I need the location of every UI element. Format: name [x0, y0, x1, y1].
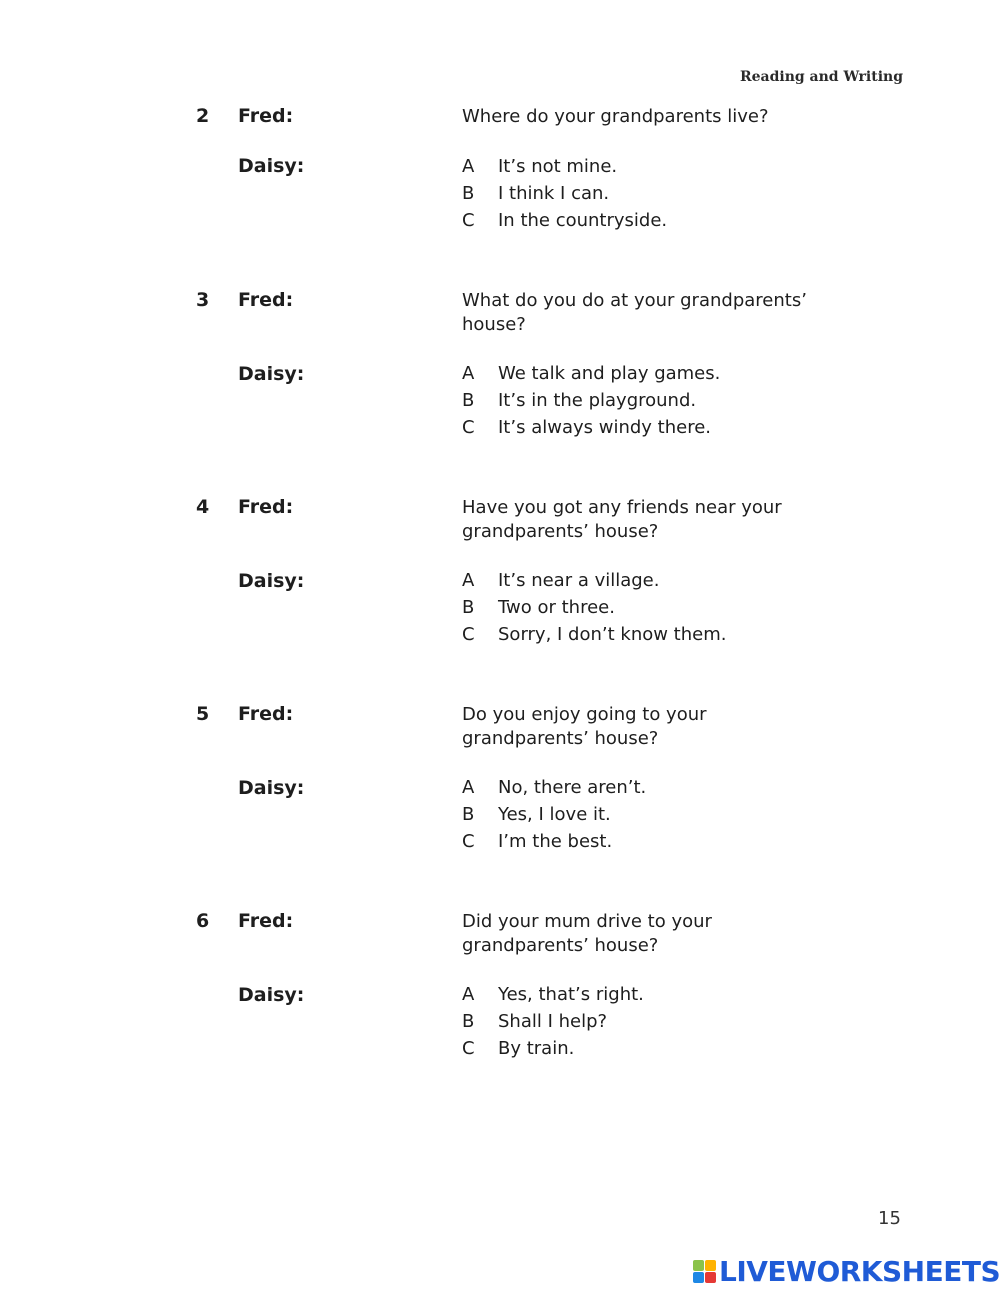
- option-text: It’s in the playground.: [498, 390, 697, 411]
- fred-question: What do you do at your grandparents’ house?: [462, 290, 807, 335]
- fred-label: Fred:: [238, 105, 294, 127]
- option-letter: A: [462, 156, 475, 177]
- question-number: 4: [196, 496, 210, 518]
- fred-label: Fred:: [238, 703, 294, 725]
- option-text: Yes, I love it.: [498, 804, 611, 825]
- fred-label: Fred:: [238, 289, 294, 311]
- question-number: 3: [196, 289, 210, 311]
- logo-text: LIVEWORKSHEETS: [719, 1254, 1000, 1288]
- daisy-label: Daisy:: [238, 984, 305, 1006]
- option-letter: A: [462, 570, 475, 591]
- daisy-label: Daisy:: [238, 570, 305, 592]
- daisy-label: Daisy:: [238, 155, 305, 177]
- logo-square-icon: [693, 1272, 704, 1283]
- option-letter: A: [462, 363, 475, 384]
- option-text: Two or three.: [498, 597, 615, 618]
- option-letter: B: [462, 390, 475, 411]
- option-text: Shall I help?: [498, 1011, 608, 1032]
- option-text: It’s not mine.: [498, 156, 618, 177]
- option-text: No, there aren’t.: [498, 777, 647, 798]
- option-letter: B: [462, 597, 475, 618]
- page-number: 15: [878, 1208, 901, 1229]
- option-letter: C: [462, 624, 475, 645]
- question-number: 5: [196, 703, 210, 725]
- daisy-label: Daisy:: [238, 363, 305, 385]
- daisy-label: Daisy:: [238, 777, 305, 799]
- question-number: 6: [196, 910, 210, 932]
- option-letter: C: [462, 210, 475, 231]
- liveworksheets-logo[interactable]: [693, 1253, 1000, 1289]
- option-text: By train.: [498, 1038, 575, 1059]
- logo-square-icon: [705, 1260, 716, 1271]
- logo-square-icon: [705, 1272, 716, 1283]
- option-letter: A: [462, 777, 475, 798]
- option-letter: B: [462, 183, 475, 204]
- option-text: Sorry, I don’t know them.: [498, 624, 727, 645]
- option-letter: A: [462, 984, 475, 1005]
- question-number: 2: [196, 105, 210, 127]
- fred-label: Fred:: [238, 496, 294, 518]
- option-text: It’s always windy there.: [498, 417, 711, 438]
- option-letter: B: [462, 804, 475, 825]
- option-text: I think I can.: [498, 183, 610, 204]
- option-text: We talk and play games.: [498, 363, 721, 384]
- option-letter: C: [462, 417, 475, 438]
- option-text: In the countryside.: [498, 210, 668, 231]
- fred-question: Have you got any friends near your grandparents’ house?: [462, 497, 782, 542]
- fred-question: Do you enjoy going to your grandparents’ house?: [462, 704, 707, 749]
- option-letter: B: [462, 1011, 475, 1032]
- option-text: I’m the best.: [498, 831, 613, 852]
- logo-square-icon: [693, 1260, 704, 1271]
- fred-question: Did your mum drive to your grandparents’ house?: [462, 911, 712, 956]
- fred-label: Fred:: [238, 910, 294, 932]
- fred-question: Where do your grandparents live?: [462, 106, 769, 127]
- option-text: Yes, that’s right.: [498, 984, 644, 1005]
- option-text: It’s near a village.: [498, 570, 660, 591]
- logo-mark-icon: [693, 1260, 716, 1283]
- option-letter: C: [462, 1038, 475, 1059]
- option-letter: C: [462, 831, 475, 852]
- section-header: Reading and Writing: [739, 69, 903, 85]
